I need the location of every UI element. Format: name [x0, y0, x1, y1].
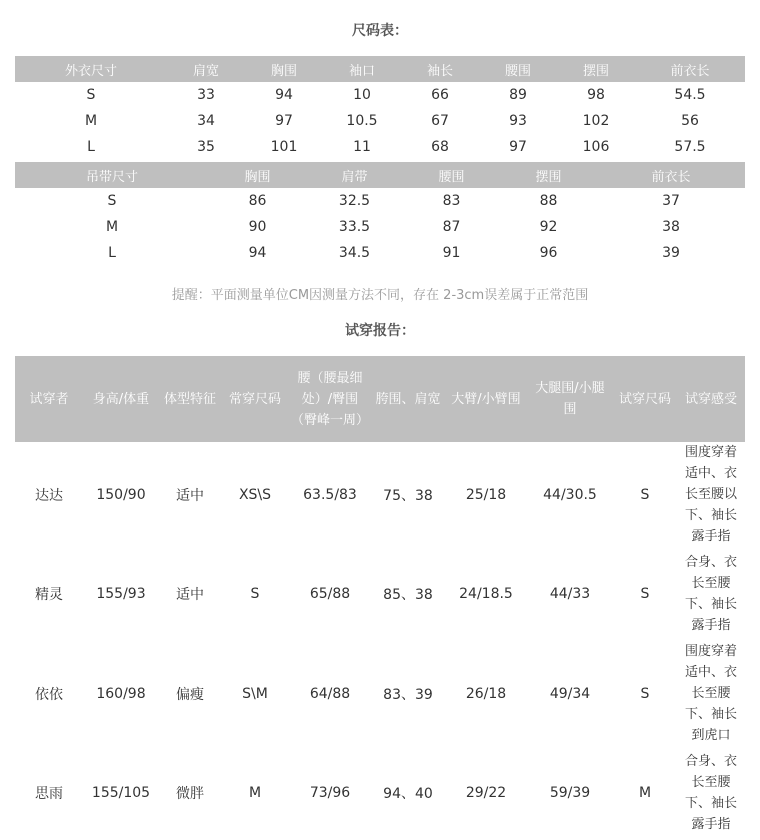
cami-size-table	[15, 162, 745, 266]
table-cell: 106	[582, 139, 610, 155]
table-cell: 86	[248, 193, 267, 209]
table-cell: 35	[197, 139, 215, 155]
report-header-trial-size: 试穿尺码	[613, 356, 677, 442]
table-cell: 44/33	[549, 586, 591, 602]
table-cell: 102	[582, 113, 610, 129]
table-cell: 97	[509, 139, 527, 155]
cami-header-hem: 摆围	[500, 162, 597, 188]
report-header-tester: 试穿者	[15, 356, 83, 442]
table-cell: 达达	[35, 487, 63, 504]
coat-header-sleeve: 袖长	[401, 56, 479, 82]
cami-header-front-length: 前衣长	[597, 162, 745, 188]
table-cell: S	[86, 87, 96, 103]
table-cell: 85、38	[383, 587, 433, 603]
table-cell: 97	[275, 113, 293, 129]
cami-header-bust: 胸围	[209, 162, 306, 188]
table-cell: 11	[353, 139, 371, 155]
table-cell: 90	[248, 219, 267, 235]
table-cell: 偏瘦	[176, 686, 204, 703]
table-cell: 89	[509, 87, 527, 103]
report-header-row	[15, 356, 745, 442]
table-cell: 87	[442, 219, 461, 235]
coat-header-shoulder: 肩宽	[167, 56, 245, 82]
table-row	[15, 108, 745, 134]
table-cell: 34	[197, 113, 215, 129]
table-cell: 56	[681, 113, 699, 129]
coat-header-waist: 腰围	[479, 56, 557, 82]
table-cell: M	[248, 785, 262, 801]
table-cell: 精灵	[35, 587, 63, 603]
table-cell: M	[638, 785, 652, 801]
table-row	[15, 746, 745, 840]
table-cell: 10	[353, 87, 371, 103]
coat-header-row	[15, 56, 745, 82]
table-cell: 38	[662, 219, 680, 235]
table-cell: 33	[197, 87, 215, 103]
size-chart-title: 尺码表：	[352, 23, 408, 39]
table-cell: 33.5	[338, 219, 371, 235]
measurement-note: 提醒：平面测量单位CM因测量方法不同，存在 2-3cm误差属于正常范围	[171, 288, 589, 303]
cami-header-row	[15, 162, 745, 188]
coat-size-table	[15, 56, 745, 160]
report-header-leg: 大腿围/小腿围	[527, 356, 613, 442]
table-cell: 96	[539, 245, 558, 261]
report-header-body-type: 体型特征	[159, 356, 221, 442]
table-cell: 73/96	[309, 785, 351, 801]
table-cell: 101	[270, 139, 298, 155]
table-cell: 66	[431, 87, 449, 103]
table-cell: 合身、衣长至腰下、袖长露手指	[684, 555, 737, 633]
table-cell: 155/105	[91, 785, 151, 801]
table-row	[15, 442, 745, 547]
table-cell: 65/88	[309, 586, 351, 602]
table-cell: 54.5	[674, 87, 706, 103]
table-cell: 92	[539, 219, 558, 235]
cami-header-strap: 肩带	[306, 162, 403, 188]
table-cell: L	[108, 245, 116, 261]
table-cell: 91	[442, 245, 461, 261]
table-cell: 合身、衣长至腰下、袖长露手指	[684, 754, 737, 832]
table-cell: 88	[539, 193, 558, 209]
table-cell: 39	[662, 245, 680, 261]
table-cell: 依依	[35, 686, 63, 703]
table-cell: S	[250, 586, 260, 602]
table-cell: 34.5	[338, 245, 371, 261]
table-cell: L	[87, 139, 95, 155]
table-cell: S	[640, 486, 650, 503]
table-cell: 24/18.5	[459, 586, 513, 602]
table-row	[15, 214, 745, 240]
table-cell: 75、38	[383, 487, 433, 504]
report-header-feeling: 试穿感受	[677, 356, 745, 442]
table-row	[15, 82, 745, 108]
table-cell: 83	[442, 193, 461, 209]
table-cell: 57.5	[674, 139, 706, 155]
table-cell: 44/30.5	[543, 486, 597, 503]
table-cell: 59/39	[549, 785, 591, 801]
table-row	[15, 547, 745, 641]
table-cell: 适中	[176, 487, 204, 504]
coat-header-bust: 胸围	[245, 56, 323, 82]
coat-header-front-length: 前衣长	[635, 56, 745, 82]
fitting-report-title: 试穿报告：	[345, 323, 415, 339]
table-cell: 155/93	[96, 586, 146, 602]
cami-header-waist: 腰围	[403, 162, 500, 188]
table-cell: 94、40	[383, 786, 433, 802]
table-cell: S	[107, 193, 117, 209]
table-cell: 83、39	[383, 686, 433, 703]
table-cell: XS\S	[238, 486, 272, 503]
table-cell: 64/88	[309, 685, 351, 702]
table-row	[15, 641, 745, 746]
report-header-waist-hip: 腰（腰最细处）/臀围（臀峰一周）	[289, 356, 371, 442]
table-cell: 68	[431, 139, 449, 155]
table-cell: 67	[431, 113, 449, 129]
fitting-report-table	[15, 356, 745, 840]
report-header-hip-shoulder: 胯围、肩宽	[371, 356, 445, 442]
table-cell: M	[84, 113, 98, 129]
report-header-height-weight: 身高/体重	[83, 356, 159, 442]
coat-header-hem: 摆围	[557, 56, 635, 82]
table-cell: 25/18	[465, 486, 507, 503]
report-header-arm: 大臂/小臂围	[445, 356, 527, 442]
table-cell: 150/90	[96, 486, 146, 503]
table-cell: 93	[509, 113, 527, 129]
table-cell: 围度穿着适中、衣长至腰以下、袖长露手指	[684, 445, 737, 544]
table-cell: 围度穿着适中、衣长至腰下、袖长到虎口	[684, 644, 737, 743]
table-cell: S\M	[242, 685, 268, 702]
coat-header-size: 外衣尺寸	[15, 56, 167, 82]
report-header-usual-size: 常穿尺码	[221, 356, 289, 442]
table-cell: 29/22	[465, 785, 507, 801]
table-cell: 37	[662, 193, 680, 209]
table-cell: 63.5/83	[303, 486, 357, 503]
table-cell: M	[105, 219, 119, 235]
table-cell: 94	[248, 245, 267, 261]
table-cell: 98	[587, 87, 605, 103]
cami-header-size: 吊带尺寸	[15, 162, 209, 188]
table-row	[15, 134, 745, 160]
table-cell: 26/18	[465, 685, 507, 702]
table-cell: S	[640, 685, 650, 702]
table-row	[15, 188, 745, 214]
table-cell: 160/98	[96, 685, 146, 702]
table-cell: 微胖	[176, 786, 204, 802]
table-row	[15, 240, 745, 266]
table-cell: 10.5	[346, 113, 378, 129]
table-cell: 适中	[176, 587, 204, 603]
table-cell: 49/34	[549, 685, 591, 702]
table-cell: 思雨	[35, 786, 63, 802]
coat-header-cuff: 袖口	[323, 56, 401, 82]
table-cell: 32.5	[338, 193, 371, 209]
table-cell: 94	[275, 87, 293, 103]
table-cell: S	[640, 586, 650, 602]
